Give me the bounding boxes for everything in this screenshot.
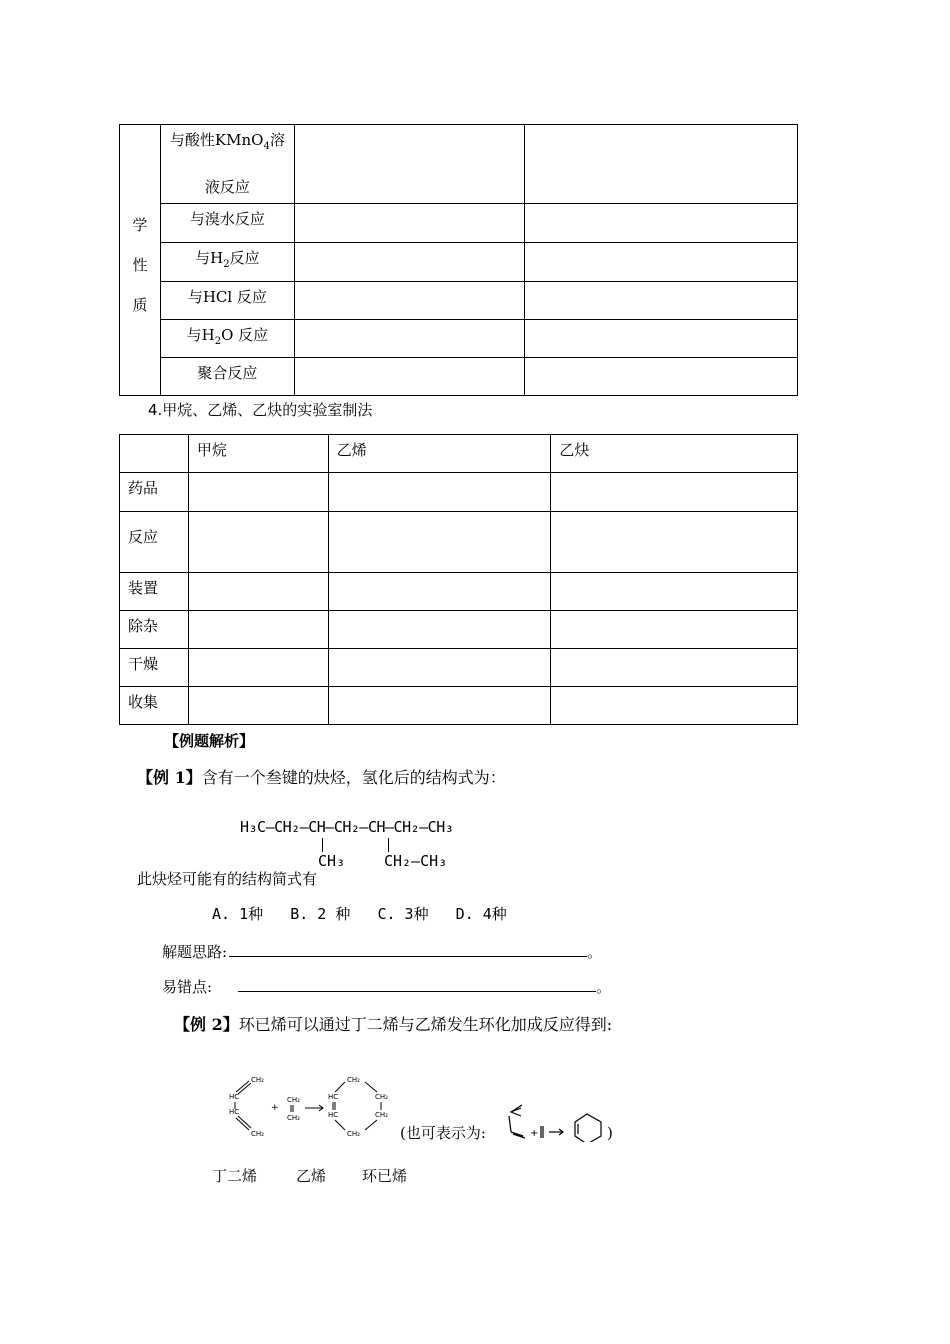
properties-table (119, 124, 798, 396)
cell[interactable] (328, 573, 551, 611)
period: 。 (596, 978, 612, 996)
row-label-reagents: 药品 (120, 473, 189, 512)
row-label-reaction: 反应 (120, 512, 189, 573)
row-label-drying: 干燥 (120, 649, 189, 687)
side-char: 性 (132, 256, 148, 274)
cell[interactable] (294, 320, 525, 358)
cell[interactable] (188, 687, 328, 725)
section-4-title: 4.甲烷、乙烯、乙炔的实验室制法 (148, 401, 373, 419)
cell[interactable] (551, 512, 798, 573)
row-label-apparatus: 装置 (120, 573, 189, 611)
cell[interactable] (328, 687, 551, 725)
thinking-label: 解题思路: (162, 943, 228, 961)
cell[interactable] (188, 512, 328, 573)
side-char: 学 (132, 216, 148, 234)
cyclohexene-hc-2: HC (328, 1111, 339, 1119)
branch-bond-1 (322, 838, 323, 852)
cyclohexene-ring (575, 1114, 601, 1142)
cyclohexene-ch2-bot: CH₂ (347, 1130, 360, 1138)
thinking-answer-field[interactable] (229, 940, 587, 957)
label-butadiene: 丁二烯 (212, 1167, 258, 1185)
cell[interactable] (188, 611, 328, 649)
cell[interactable] (525, 125, 798, 204)
error-answer-field[interactable] (238, 975, 596, 992)
cell[interactable] (294, 204, 525, 243)
close-paren: ) (607, 1124, 613, 1142)
cell[interactable] (551, 649, 798, 687)
header-methane: 甲烷 (188, 435, 328, 473)
reaction-diagram (225, 1072, 625, 1142)
branch-bond-2 (388, 838, 389, 852)
example1-prefix: 【例 1】 (137, 768, 202, 787)
lab-prep-table (119, 434, 798, 725)
cell[interactable] (525, 204, 798, 243)
label-cyclohexene: 环已烯 (362, 1167, 408, 1185)
cell[interactable] (525, 243, 798, 282)
plus-sign: + (271, 1103, 279, 1113)
example1-line (137, 765, 506, 788)
branch-2: CH₂–CH₃ (384, 852, 448, 870)
error-line (162, 975, 611, 997)
structural-formula (240, 818, 453, 836)
cyclohexene-ch2-r1: CH₂ (375, 1093, 388, 1101)
example2-prefix: 【例 2】 (174, 1015, 239, 1034)
error-label: 易错点: (162, 978, 213, 996)
cell[interactable] (328, 512, 551, 573)
example1-question: 此炔烃可能有的结构简式有 (137, 870, 318, 888)
header-ethylene: 乙烯 (328, 435, 551, 473)
cell[interactable] (551, 687, 798, 725)
small-plus: + (530, 1128, 539, 1139)
period: 。 (587, 943, 603, 961)
cell[interactable] (294, 358, 525, 396)
cyclohexene-hc-1: HC (328, 1093, 339, 1101)
row-label-kmno4: 与酸性KMnO$_4$溶 液反应 (160, 125, 294, 204)
cell[interactable] (188, 473, 328, 512)
ethylene-ch2-top: CH₂ (287, 1096, 300, 1104)
row-label-hcl: 与HCl 反应 (160, 282, 294, 320)
formula-main: H₃C–CH₂–CH–CH₂–CH–CH₂–CH₃ (240, 818, 454, 836)
cell[interactable] (294, 282, 525, 320)
cell[interactable] (551, 573, 798, 611)
cell[interactable] (328, 649, 551, 687)
example1-options: A. 1种 B. 2 种 C. 3种 D. 4种 (212, 905, 507, 923)
example2-text: 环已烯可以通过丁二烯与乙烯发生环化加成反应得到: (238, 1015, 613, 1034)
alt-text: (也可表示为: (400, 1124, 486, 1142)
example-heading: 【例题解析】 (164, 732, 255, 750)
header-acetylene: 乙炔 (551, 435, 798, 473)
example2-line (174, 1012, 612, 1035)
row-label-polymer: 聚合反应 (160, 358, 294, 396)
branch-1: CH₃ (318, 852, 346, 870)
row-label-collection: 收集 (120, 687, 189, 725)
cell[interactable] (525, 282, 798, 320)
example1-text: 含有一个叁键的炔烃，氢化后的结构式为： (201, 768, 506, 787)
cell[interactable] (294, 243, 525, 282)
cell[interactable] (294, 125, 525, 204)
butadiene-hc-2: HC (229, 1108, 240, 1116)
side-char: 质 (132, 296, 148, 314)
row-label-h2: 与$H_2$反应 (160, 243, 294, 282)
cell[interactable] (551, 611, 798, 649)
cyclohexene-ch2-top: CH₂ (347, 1076, 360, 1084)
butadiene-hc-1: HC (229, 1093, 240, 1101)
cell[interactable] (328, 611, 551, 649)
butadiene-ch2-bot: CH₂ (251, 1130, 264, 1138)
label-ethylene: 乙烯 (296, 1167, 327, 1185)
header-cell (120, 435, 189, 473)
cell[interactable] (328, 473, 551, 512)
ethylene-ch2-bot: CH₂ (287, 1114, 300, 1122)
thinking-line (162, 940, 602, 962)
cell[interactable] (525, 320, 798, 358)
row-label-h2o: 与$H_2O$ 反应 (160, 320, 294, 358)
cell[interactable] (188, 573, 328, 611)
butadiene-ch2-top: CH₂ (251, 1076, 264, 1084)
cell[interactable] (188, 649, 328, 687)
row-label-bromine: 与溴水反应 (160, 204, 294, 243)
cell[interactable] (551, 473, 798, 512)
row-label-purification: 除杂 (120, 611, 189, 649)
side-label (120, 125, 161, 396)
cyclohexene-ch2-r2: CH₂ (375, 1111, 388, 1119)
cell[interactable] (525, 358, 798, 396)
